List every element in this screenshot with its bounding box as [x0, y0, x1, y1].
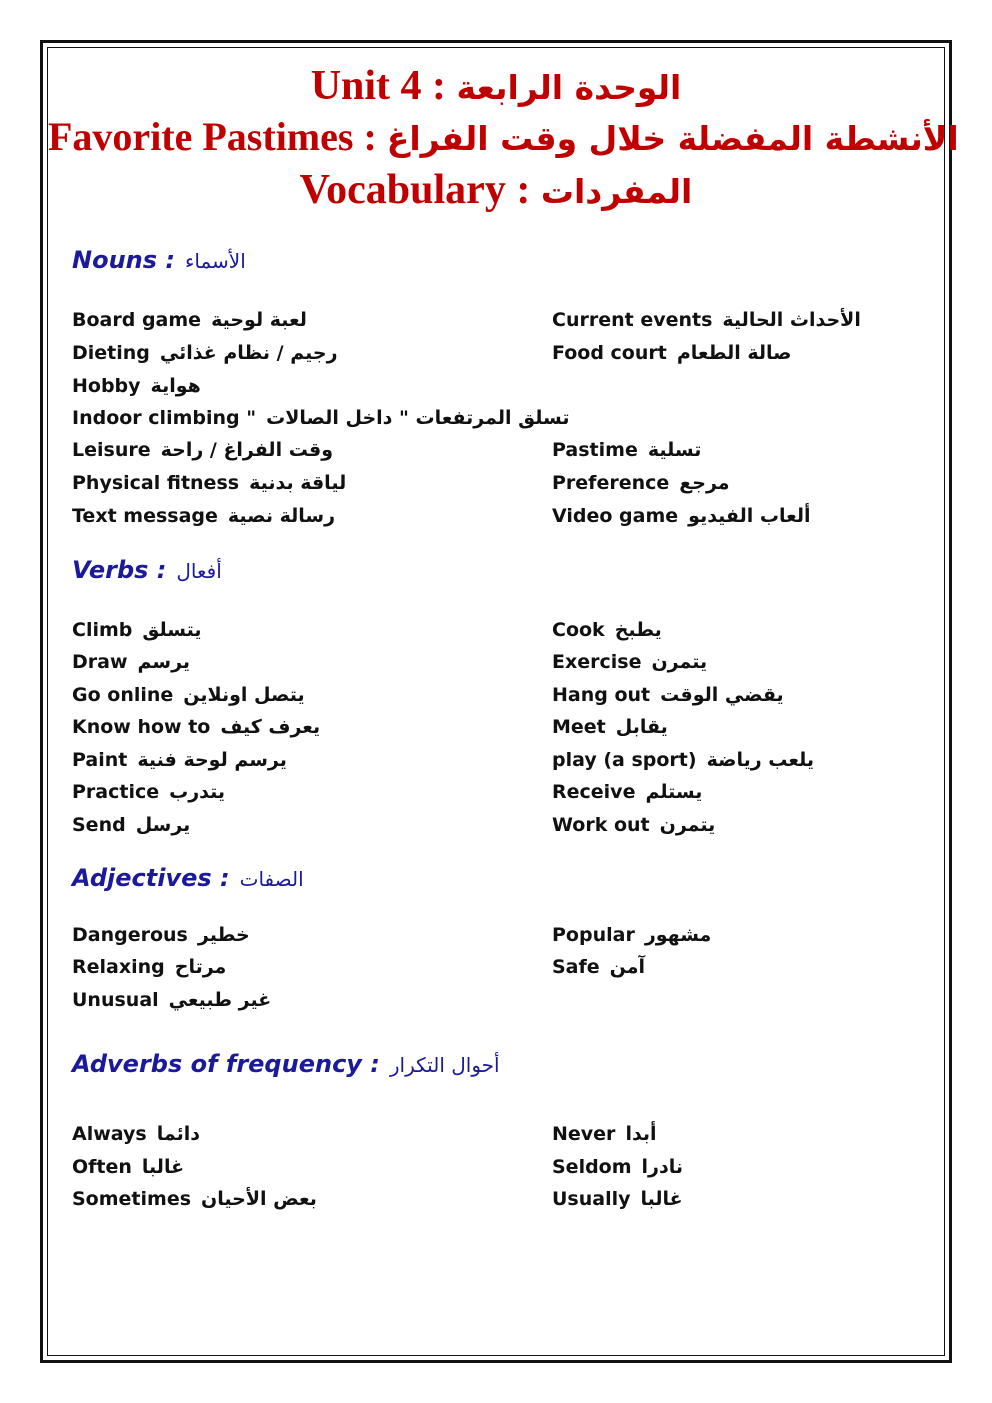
word-en: Sometimes [72, 1188, 192, 1210]
word-en: Hobby [72, 375, 141, 397]
heading-ar: الأسماء [184, 249, 246, 273]
vocab-entry [72, 1153, 184, 1181]
heading-en: Verbs : [72, 556, 167, 584]
vocab-entry [72, 469, 346, 497]
heading-ar: أحوال التكرار [389, 1053, 500, 1077]
word-ar: لعبة لوحية [211, 309, 307, 331]
word-ar: يرسل [135, 814, 191, 836]
vocab-entry [552, 921, 711, 949]
word-ar: تسلية [647, 439, 702, 461]
vocab-entry [552, 746, 814, 774]
word-en: Preference [552, 472, 670, 494]
word-en: Unusual [72, 989, 159, 1011]
word-ar: ألعاب الفيديو [688, 505, 811, 527]
title-pastimes [48, 110, 959, 166]
title-unit-en: Unit 4 : [310, 63, 447, 109]
word-ar: يتمرن [659, 814, 716, 836]
vocab-entry [72, 372, 201, 400]
word-en: Cook [552, 619, 605, 641]
word-en: Relaxing [72, 956, 165, 978]
word-en: Go online [72, 684, 174, 706]
vocab-entry [72, 713, 320, 741]
vocab-entry [72, 306, 307, 334]
word-ar: آمن [609, 956, 646, 978]
word-en: Meet [552, 716, 606, 738]
word-en: Dangerous [72, 924, 188, 946]
vocab-entry [72, 1120, 200, 1148]
word-en: Paint [72, 749, 128, 771]
word-ar: يتدرب [169, 781, 226, 803]
section-heading-nouns [72, 246, 246, 274]
word-ar: يرسم [137, 651, 191, 673]
vocab-entry [72, 616, 201, 644]
vocab-entry [72, 648, 190, 676]
section-heading-adjectives [72, 864, 304, 892]
vocab-entry [552, 811, 715, 839]
word-en: Usually [552, 1188, 631, 1210]
word-ar: غير طبيعي [168, 989, 272, 1011]
word-en: Seldom [552, 1156, 632, 1178]
word-ar: لياقة بدنية [249, 472, 347, 494]
word-ar: صالة الطعام [676, 342, 792, 364]
word-ar: يطبخ [614, 619, 662, 641]
word-en: Food court [552, 342, 667, 364]
vocab-entry [552, 953, 645, 981]
vocab-entry [72, 811, 190, 839]
vocab-entry [552, 648, 707, 676]
title-vocabulary-en: Vocabulary : [299, 167, 531, 213]
vocab-entry [72, 404, 569, 432]
vocab-entry [552, 1153, 683, 1181]
word-ar: يلعب رياضة [706, 749, 815, 771]
vocab-entry [72, 778, 225, 806]
vocab-entry [72, 339, 338, 367]
word-en: Indoor climbing " [72, 407, 257, 429]
word-ar: دائما [156, 1123, 200, 1145]
vocab-entry [552, 502, 810, 530]
word-ar: بعض الأحيان [201, 1188, 317, 1210]
word-en: Dieting [72, 342, 150, 364]
word-en: Always [72, 1123, 147, 1145]
title-pastimes-en: Favorite Pastimes : [48, 114, 377, 159]
vocab-entry [72, 746, 287, 774]
heading-ar: الصفات [239, 867, 304, 891]
vocab-entry [72, 502, 335, 530]
vocab-entry [552, 306, 861, 334]
title-vocabulary-ar: المفردات [540, 172, 693, 211]
word-en: Often [72, 1156, 132, 1178]
word-ar: الأحداث الحالية [722, 309, 861, 331]
vocab-entry [72, 986, 271, 1014]
word-ar: غالبا [640, 1188, 683, 1210]
word-ar: يستلم [645, 781, 703, 803]
word-ar: نادرا [641, 1156, 684, 1178]
word-en: Physical fitness [72, 472, 240, 494]
word-en: Hang out [552, 684, 651, 706]
vocab-entry [552, 1120, 657, 1148]
word-en: Video game [552, 505, 679, 527]
word-en: Practice [72, 781, 160, 803]
title-unit-ar: الوحدة الرابعة [456, 68, 682, 107]
word-en: Send [72, 814, 126, 836]
heading-en: Nouns : [72, 246, 175, 274]
word-ar: غالبا [141, 1156, 185, 1178]
word-ar: خطير [197, 924, 250, 946]
section-heading-adverbs [72, 1050, 500, 1078]
word-ar: مرجع [679, 472, 730, 494]
vocab-entry [552, 616, 662, 644]
section-heading-verbs [72, 556, 222, 584]
title-vocabulary [48, 162, 944, 220]
word-en: Board game [72, 309, 202, 331]
vocab-entry [552, 469, 730, 497]
heading-ar: أفعال [176, 559, 222, 583]
vocab-entry [72, 436, 333, 464]
vocab-entry [552, 436, 701, 464]
heading-en: Adverbs of frequency : [72, 1050, 380, 1078]
word-en: Leisure [72, 439, 151, 461]
word-en: Climb [72, 619, 133, 641]
word-ar: مرتاح [174, 956, 227, 978]
word-ar: رجيم / نظام غذائي [159, 342, 338, 364]
word-ar: وقت الفراغ / راحة [160, 439, 334, 461]
vocab-entry [552, 339, 792, 367]
word-ar: يقضي الوقت [660, 684, 784, 706]
word-en: Know how to [72, 716, 211, 738]
word-ar: مشهور [644, 924, 712, 946]
word-en: Current events [552, 309, 713, 331]
word-ar: يعرف كيف [220, 716, 321, 738]
word-en: Work out [552, 814, 650, 836]
word-en: Pastime [552, 439, 638, 461]
vocab-entry [552, 1185, 683, 1213]
word-en: Text message [72, 505, 218, 527]
word-ar: هواية [150, 375, 201, 397]
word-ar: يتسلق [142, 619, 202, 641]
vocab-entry [552, 778, 702, 806]
word-en: Draw [72, 651, 128, 673]
title-unit [48, 58, 944, 116]
word-en: Exercise [552, 651, 642, 673]
vocab-entry [72, 1185, 317, 1213]
vocab-entry [72, 681, 305, 709]
word-en: Safe [552, 956, 600, 978]
word-ar: تسلق المرتفعات " داخل الصالات [266, 407, 570, 429]
word-en: Popular [552, 924, 635, 946]
vocab-entry [552, 681, 784, 709]
word-en: play (a sport) [552, 749, 697, 771]
vocab-entry [72, 953, 226, 981]
word-ar: يرسم لوحة فنية [137, 749, 287, 771]
word-en: Never [552, 1123, 616, 1145]
vocab-entry [552, 713, 668, 741]
word-ar: يتصل اونلاين [183, 684, 305, 706]
title-pastimes-ar: الأنشطة المفضلة خلال وقت الفراغ [386, 119, 959, 158]
word-ar: أبدا [625, 1123, 657, 1145]
word-ar: يقابل [615, 716, 668, 738]
word-ar: يتمرن [651, 651, 708, 673]
word-ar: رسالة نصية [227, 505, 336, 527]
word-en: Receive [552, 781, 636, 803]
vocab-entry [72, 921, 250, 949]
heading-en: Adjectives : [72, 864, 230, 892]
